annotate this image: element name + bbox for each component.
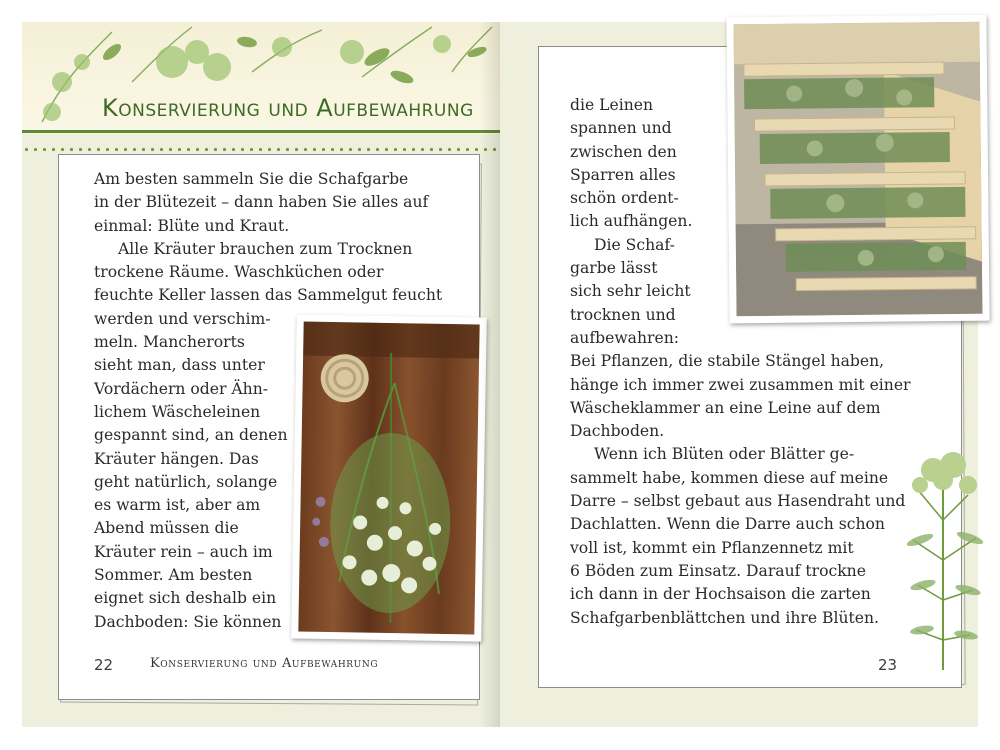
drying-rack-icon [733,22,982,317]
text-line: die Leinen [570,96,654,114]
page-number-right: 23 [878,656,898,674]
text-line: Vordächern oder Ähn- [94,379,269,398]
yarrow-plant-illustration [898,440,988,670]
herb-header-illustration [22,22,500,134]
title-underline [22,130,500,133]
text-line: Am besten sammeln Sie die Schafgarbe [94,170,409,188]
text-line: Darre – selbst gebaut aus Hasendraht und [570,492,906,511]
text-line: zwischen den [570,142,677,161]
text-line: Bei Pflanzen, die stabile Stängel haben, [570,352,885,371]
text-line: schön ordent- [570,189,679,208]
text-line: einmal: Blüte und Kraut. [94,216,290,235]
text-line: Dachlatten. Wenn die Darre auch schon [570,515,885,534]
text-line: trockene Räume. Waschküchen oder [94,263,384,282]
text-line: Sparren alles [570,165,676,184]
text-line: Dachboden. [570,422,665,441]
text-line: voll ist, kommt ein Pflanzennetz mit [570,538,854,557]
text-line: Schafgarbenblättchen und ihre Blüten. [570,608,879,627]
text-line: lichem Wäscheleinen [94,402,261,421]
chapter-title: Konservierung und Aufbewahrung [102,94,474,122]
right-page [500,22,978,727]
text-line: aufbewahren: [570,328,679,347]
dotted-divider [22,148,500,151]
text-line: Die Schaf- [594,235,675,254]
text-line: spannen und [570,119,672,138]
hanging-yarrow-bundle-photo [291,314,487,641]
text-line: Kräuter hängen. Das [94,449,259,468]
text-line: werden und verschim- [94,309,271,328]
text-line: Wäscheklammer an eine Leine auf dem [570,398,881,417]
text-line: in der Blütezeit – dann haben Sie alles auf [94,193,429,212]
text-line: meln. Mancherorts [94,333,245,352]
text-line: garbe lässt [570,259,658,278]
text-line: Dachboden: Sie können [94,612,282,631]
text-line: sammelt habe, kommen diese auf meine [570,468,889,487]
drying-rack-photo [726,15,989,324]
text-line: eignet sich deshalb ein [94,589,277,608]
text-line: es warm ist, aber am [94,496,261,515]
text-line: Wenn ich Blüten oder Blätter ge- [594,445,855,464]
text-line: Alle Kräuter brauchen zum Trocknen [118,239,413,258]
book-spread [22,22,978,730]
text-line: sich sehr leicht [570,282,691,301]
text-line: 6 Böden zum Einsatz. Darauf trockne [570,561,866,580]
text-line: lich aufhängen. [570,212,693,231]
text-line: geht natürlich, solange [94,472,278,491]
yarrow-bundle-icon [298,321,479,634]
text-line: gespannt sind, an denen [94,426,288,445]
text-line: feuchte Keller lassen das Sammelgut feucht [94,286,443,305]
page-number-left: 22 [94,656,114,674]
text-line: Kräuter rein – auch im [94,542,273,561]
text-line: sieht man, dass unter [94,356,265,375]
running-head: Konservierung und Aufbewahrung [150,656,379,671]
text-line: Abend müssen die [94,519,239,538]
text-line: trocknen und [570,305,676,324]
left-page [22,22,500,727]
text-line: Sommer. Am besten [94,566,253,585]
text-line: hänge ich immer zwei zusammen mit einer [570,375,911,394]
text-line: ich dann in der Hochsaison die zarten [570,585,871,604]
